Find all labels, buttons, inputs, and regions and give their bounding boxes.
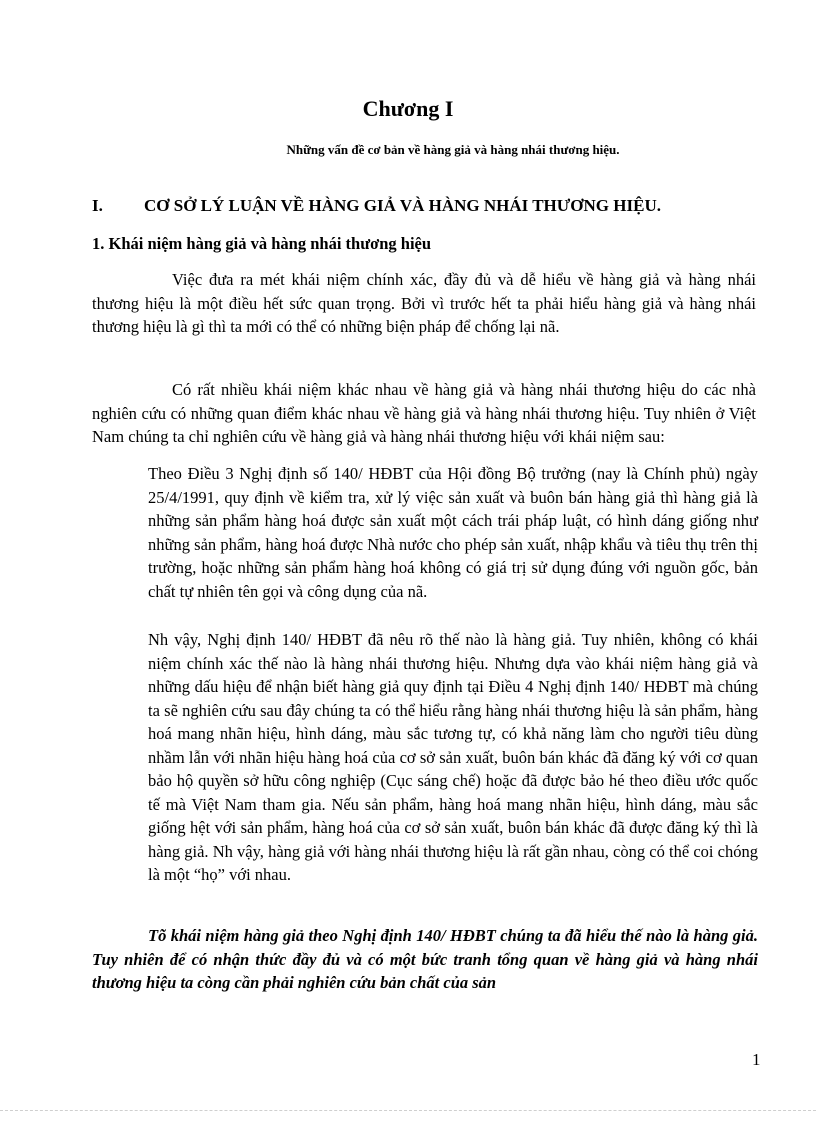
- body-paragraph-2: Có rất nhiều khái niệm khác nhau về hàng giả và hàng nhái thương hiệu do các nhà nghiên cứu có những quan điểm khác nhau về hàng giả và hàng nhái thương hiệu. Tuy nhiên ở Việt Nam chúng ta chỉ nghiên cứu về hàng giả và hàng nhái thương hiệu với khái niệm sau:: [92, 380, 756, 446]
- section-heading: [92, 196, 752, 216]
- section-title: CƠ SỞ LÝ LUẬN VỀ HÀNG GIẢ VÀ HÀNG NHÁI THƯƠNG HIỆU.: [144, 196, 661, 215]
- body-paragraph-1: Việc đưa ra mét khái niệm chính xác, đầy đủ và dễ hiểu về hàng giả và hàng nhái thương hiệu là một điều hết sức quan trọng. Bởi vì trước hết ta phải hiểu hàng giả và hàng nhái thương hiệu là gì thì ta mới có thể có những biện pháp để chống lại nã.: [92, 270, 756, 336]
- page-number: 1: [752, 1050, 761, 1069]
- chapter-subtitle: Những vấn đề cơ bản về hàng giả và hàng nhái thương hiệu.: [286, 142, 620, 157]
- indented-paragraph-counterfeit-definition: Nh vậy, Nghị định 140/ HĐBT đã nêu rõ thế nào là hàng giả. Tuy nhiên, không có khái niệm chính xác thế nào là hàng nhái thương hiệu. Nhưng dựa vào khái niệm hàng giả và những dấu hiệu để nhận biết hàng giả quy định tại Điều 4 Nghị định 140/ HĐBT mà chúng ta sẽ nghiên cứu sau đây chúng ta có thể hiểu rằng hàng nhái thương hiệu là sản phẩm, hàng hoá mang nhãn hiệu, hình dáng, màu sắc tương tự, có khả năng làm cho người tiêu dùng nhầm lẫn với nhãn hiệu hàng hoá của cơ sở sản xuất, buôn bán khác đã đăng ký với cơ quan bảo hộ quyền sở hữu công nghiệp (Cục sáng chế) hoặc đã được bảo hé theo điều ước quốc tế mà Việt Nam tham gia. Nếu sản phẩm, hàng hoá mang nhãn hiệu, hình dáng, màu sắc giống hệt với sản phẩm, hàng hoá của cơ sở sản xuất, buôn bán khác đã được đăng ký thì là hàng giả. Nh vậy, hàng giả với hàng nhái thương hiệu là rất gần nhau, còng có thể coi chóng là một “họ” với nhau.: [148, 630, 758, 884]
- section-number: I.: [92, 196, 103, 215]
- bold-italic-paragraph: Tõ khái niệm hàng giả theo Nghị định 140/ HĐBT chúng ta đã hiểu thế nào là hàng giả. Tuy nhiên để có nhận thức đầy đủ và có một bức tranh tổng quan về hàng giả và hàng nhái thương hiệu ta còng cần phải nghiên cứu bản chất của sản: [92, 926, 758, 992]
- subsection-heading: 1. Khái niệm hàng giả và hàng nhái thương hiệu: [92, 234, 432, 253]
- page-bottom-divider: [0, 1110, 816, 1111]
- indented-paragraph-decree-article-3: Theo Điều 3 Nghị định số 140/ HĐBT của Hội đồng Bộ trưởng (nay là Chính phủ) ngày 25/4/1991, quy định về kiểm tra, xử lý việc sản xuất và buôn bán hàng giả thì hàng giả là những sản phẩm hàng hoá được sản xuất một cách trái pháp luật, có hình dáng giống như những sản phẩm, hàng hoá được Nhà nước cho phép sản xuất, nhập khẩu và tiêu thụ trên thị trường, hoặc những sản phẩm hàng hoá không có giá trị sử dụng đúng với nguồn gốc, bản chất tự nhiên tên gọi và công dụng của nã.: [148, 464, 758, 601]
- chapter-title: Chương I: [362, 96, 454, 121]
